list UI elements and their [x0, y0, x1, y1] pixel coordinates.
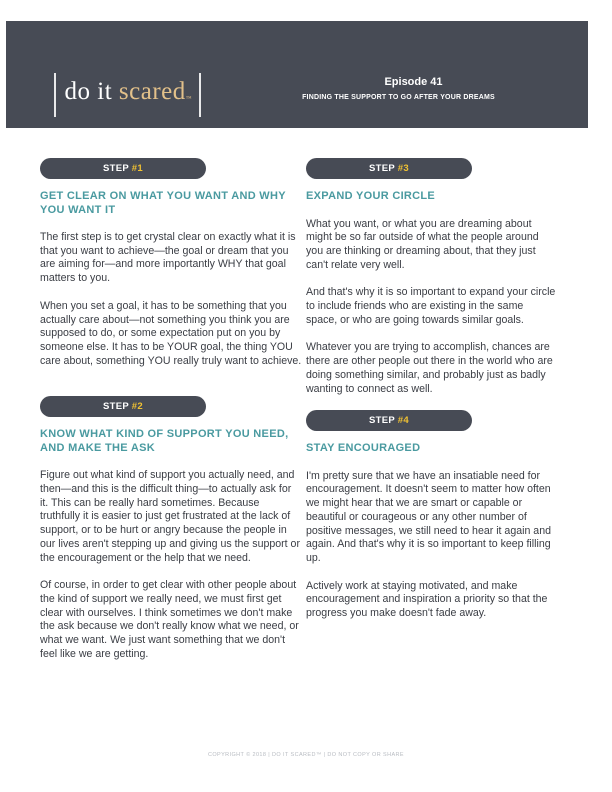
step-2-label: STEP	[103, 401, 132, 413]
step-1-label: STEP	[103, 163, 132, 174]
header-banner	[6, 21, 588, 128]
step-3-badge	[306, 158, 472, 179]
step-3-number: #3	[397, 163, 409, 174]
step-3-paragraph-1: What you want, or what you are dreaming about might be so far outside of what the people around you are thinking or dreaming about, that they just can't relate very well.	[306, 217, 539, 271]
step-1-heading: GET CLEAR ON WHAT YOU WANT AND WHY YOU WANT IT	[40, 190, 286, 216]
logo-right-bar	[199, 73, 201, 117]
episode-subtitle: FINDING THE SUPPORT TO GO AFTER YOUR DREAMS	[302, 94, 495, 101]
step-4-heading: STAY ENCOURAGED	[306, 442, 421, 455]
step-2-number: #2	[131, 401, 143, 413]
spacer	[40, 382, 302, 396]
logo-word-1: do it	[64, 77, 113, 105]
step-2-paragraph-1: Figure out what kind of support you actually need, and then—and this is the difficult thing—to actually ask for it. This can be really hard sometimes. Because truthfully it is easier to just get frustrated at the lack of support, or to be hurt or angry because the people in our lives aren't stepping up and giving us the support or the encouragement or the help that we need.	[40, 469, 300, 564]
left-column	[40, 158, 302, 675]
step-1-paragraph-2: When you set a goal, it has to be something that you actually care about—not something you think you are supposed to do, or some expectation put on you by someone else. It has to be YOUR goal, the thing YOU care about, something YOU really truly want to achieve.	[40, 299, 302, 367]
step-1-badge	[40, 158, 206, 179]
step-2-badge	[40, 396, 206, 417]
step-1-number: #1	[131, 163, 143, 174]
step-2-paragraph-2: Of course, in order to get clear with other people about the kind of support we really need, we must first get clear with ourselves. I think sometimes we don't make the ask because we don't really know what we need, or what we want. We just want something that we don't feel like we are getting.	[40, 579, 299, 660]
step-4-paragraph-1: I'm pretty sure that we have an insatiable need for encouragement. It doesn't seem to matter how often we might hear that we are smart or capable or beautiful or courageous or any other number of positive messages, we still need to hear it again and again. And that's why it is so important to keep filling up.	[306, 469, 551, 564]
step-4-badge	[306, 410, 472, 431]
step-2-heading: KNOW WHAT KIND OF SUPPORT YOU NEED, AND MAKE THE ASK	[40, 428, 289, 454]
step-3-heading: EXPAND YOUR CIRCLE	[306, 190, 436, 202]
step-3-label: STEP	[369, 163, 398, 174]
logo-word-2: scared	[118, 77, 186, 105]
step-4-label: STEP	[369, 415, 398, 427]
brand-logo	[54, 73, 201, 117]
copyright-footer: COPYRIGHT © 2018 | DO IT SCARED™ | DO NOT COPY OR SHARE	[208, 752, 404, 758]
logo-tm: ™	[185, 95, 193, 102]
episode-title: Episode 41	[384, 76, 443, 88]
step-4-number: #4	[397, 415, 409, 427]
logo-wordmark	[56, 70, 200, 121]
step-4-paragraph-2: Actively work at staying motivated, and make encouragement and inspiration a priority so that the progress you make doesn't fade away.	[306, 579, 548, 620]
step-3-paragraph-2: And that's why it is so important to expand your circle to include friends who are existing in the same space, or who are going towards similar goals.	[306, 286, 556, 326]
right-column	[306, 158, 556, 635]
step-1-paragraph-1: The first step is to get crystal clear on exactly what it is that you want to achieve—the goal or dream that you are aiming for—and more importantly WHY that goal matters to you.	[40, 231, 296, 285]
step-3-paragraph-3: Whatever you are trying to accomplish, chances are there are other people out there in the world who are doing something similar, and probably just as badly wanting to connect as well.	[306, 341, 553, 395]
